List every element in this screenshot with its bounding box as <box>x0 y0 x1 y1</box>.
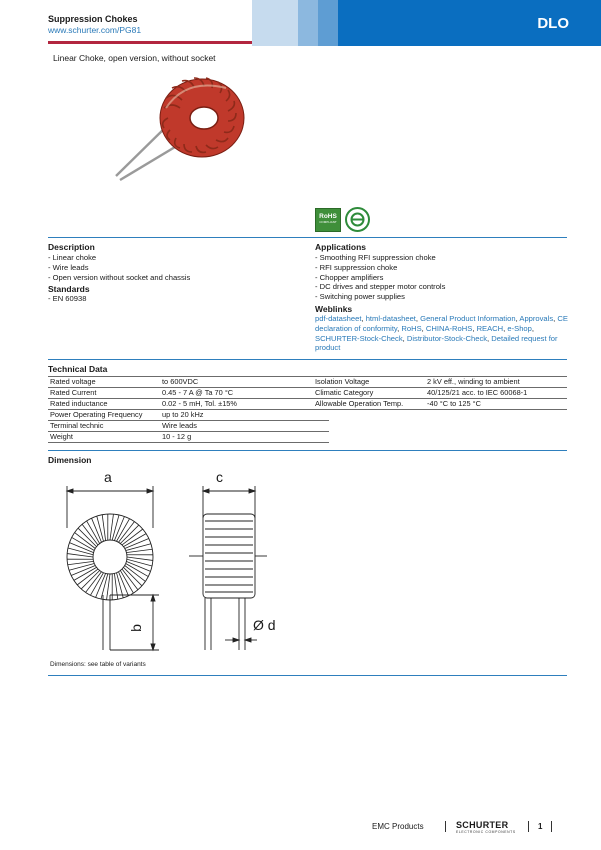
dimension-label-c: c <box>216 469 223 485</box>
list-item: - Wire leads <box>48 262 89 272</box>
weblink-eshop[interactable]: e-Shop <box>507 323 532 333</box>
environment-e-icon <box>345 207 370 232</box>
winding-stroke <box>97 516 104 541</box>
applications-heading: Applications <box>315 242 367 252</box>
list-item: - Smoothing RFI suppression choke <box>315 253 436 262</box>
footer-product-line: EMC Products <box>372 822 424 831</box>
document-code: DLO <box>537 15 569 32</box>
weblinks-heading: Weblinks <box>315 304 353 314</box>
winding-stroke <box>112 515 119 540</box>
weblink-detailed-request[interactable]: Detailed request for product <box>315 333 558 353</box>
description-heading: Description <box>48 242 95 252</box>
weblink-approvals[interactable]: Approvals <box>519 314 554 323</box>
technical-table-left <box>48 376 329 443</box>
header-band-mid2 <box>318 0 338 46</box>
dimension-note: Dimensions: see table of variants <box>50 661 146 668</box>
list-item: - Chopper amplifiers <box>315 272 384 282</box>
winding-stroke <box>126 544 151 551</box>
winding-stroke <box>126 549 152 552</box>
header-red-rule <box>48 41 276 44</box>
table-row: Weight 10 - 12 g <box>48 432 329 443</box>
footer-divider <box>445 821 446 832</box>
applications-list <box>315 253 445 302</box>
page-number: 1 <box>538 822 543 831</box>
weblink-ce-declaration[interactable]: CE declaration of conformity <box>315 314 568 333</box>
table-row: Terminal technic Wire leads <box>48 421 329 432</box>
header-title: Suppression Chokes <box>48 14 138 24</box>
header-band-light <box>252 0 302 46</box>
dimension-label-a: a <box>104 469 112 485</box>
standards-heading: Standards <box>48 284 90 294</box>
list-item: - DC drives and stepper motor controls <box>315 282 446 292</box>
rule-end <box>48 675 567 676</box>
rule-dimension <box>48 450 567 451</box>
list-item: - Open version without socket and chassis <box>48 272 191 282</box>
list-item: - EN 60938 <box>48 294 87 303</box>
table-row: Isolation Voltage 2 kV eff., winding to ambient <box>313 377 567 388</box>
weblink-pdf-datasheet[interactable]: pdf-datasheet <box>315 314 362 323</box>
dimension-heading: Dimension <box>48 455 92 465</box>
table-row: Rated voltage to 600VDC <box>48 377 329 388</box>
table-row: Allowable Operation Temp. -40 °C to 125 °C <box>313 399 567 410</box>
dimension-label-d: Ø d <box>253 617 276 633</box>
list-item: - Switching power supplies <box>315 292 405 302</box>
toroidal-choke-photo <box>100 68 250 188</box>
winding-stroke <box>68 548 93 555</box>
table-row: Rated inductance 0.02 - 5 mH, Tol. ±15% <box>48 399 329 410</box>
footer-divider <box>528 821 529 832</box>
winding-stroke <box>68 561 94 564</box>
product-subtitle: Linear Choke, open version, without socket <box>53 53 216 63</box>
weblinks-list: pdf-datasheet, html-datasheet, General Product Information, Approvals, CE declaration of conformity, RoHS, CHINA-RoHS, REACH, e-Shop, SCHURTER-Stock-Check, Distributor-Stock-Check, Detailed request for product <box>315 314 568 353</box>
table-row: Rated Current 0.45 - 7 A @ Ta 70 °C <box>48 388 329 399</box>
description-list <box>48 253 190 282</box>
rohs-logo: RoHS COMPLIANT <box>315 208 341 232</box>
list-item: - Linear choke <box>48 253 97 262</box>
schurter-logo: SCHURTER ELECTRONIC COMPONENTS <box>456 820 516 834</box>
technical-heading: Technical Data <box>48 364 108 374</box>
winding-stroke <box>102 515 105 541</box>
weblink-china-rohs[interactable]: CHINA-RoHS <box>425 323 473 333</box>
weblink-html-datasheet[interactable]: html-datasheet <box>365 314 416 323</box>
winding-stroke <box>117 573 124 598</box>
table-row: Power Operating Frequency up to 20 kHz <box>48 410 329 421</box>
footer-divider <box>551 821 552 832</box>
weblink-stock-check[interactable]: SCHURTER-Stock-Check <box>315 333 403 343</box>
weblink-reach[interactable]: REACH <box>476 323 504 333</box>
weblink-rohs[interactable]: RoHS <box>401 323 422 333</box>
winding-stroke <box>69 564 94 571</box>
weblink-distributor-stock-check[interactable]: Distributor-Stock-Check <box>406 333 488 343</box>
header-url-link[interactable]: www.schurter.com/PG81 <box>48 25 142 35</box>
header-band-mid <box>298 0 318 46</box>
table-row: Climatic Category 40/125/21 acc. to IEC 60068-1 <box>313 388 567 399</box>
dimension-label-b: b <box>127 624 144 632</box>
winding-stroke <box>127 559 152 566</box>
standards-list <box>48 294 86 304</box>
weblink-general-info[interactable]: General Product Information <box>420 314 516 323</box>
rule-technical <box>48 359 567 360</box>
list-item: - RFI suppression choke <box>315 262 398 272</box>
rule-description <box>48 237 567 238</box>
technical-table-right <box>313 376 567 410</box>
winding-stroke <box>101 574 108 599</box>
